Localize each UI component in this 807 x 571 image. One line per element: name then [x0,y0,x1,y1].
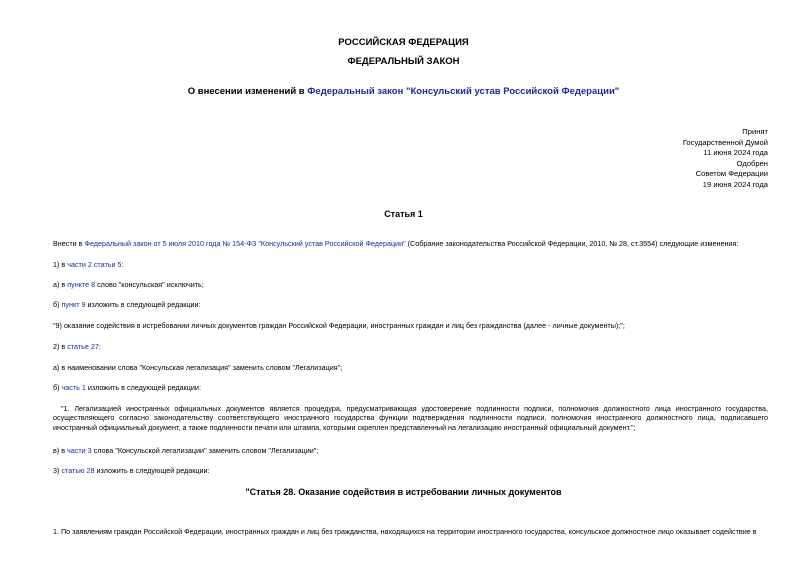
item-3-link[interactable]: статью 28 [61,466,95,475]
item-3-suffix: изложить в следующей редакции: [94,466,210,475]
item-1b-prefix: б) [53,300,62,309]
article-1-heading: Статья 1 [384,209,423,219]
item-1a-prefix: а) в [53,280,68,289]
item-3-prefix: 3) [53,466,62,475]
adoption-line: Советом Федерации [695,169,768,179]
article-28-paragraph-1: 1. По заявлениям граждан Российской Федерации, иностранных граждан и лиц без гражданства, находящихся на территории иностранного государства, консульское должностное лицо оказывает содействие в [53,527,757,536]
adoption-line: Государственной Думой [682,137,768,147]
item-1a [53,280,204,289]
item-2b [53,383,201,392]
item-2a: а) в наименовании слова "Консульская легализация" заменить словом "Легализация"; [53,363,343,372]
item-1b-link[interactable]: пункт 9 [61,300,86,309]
item-2-prefix: 2) в [53,342,68,351]
item-2c-link[interactable]: части 3 [67,446,92,455]
item-2c-prefix: в) в [53,446,68,455]
item-2c-suffix: слова "Консульской легализации" заменить словом "Легализации"; [91,446,319,455]
item-1b [53,300,201,309]
law-title-link[interactable]: Федеральный закон "Консульский устав Российской Федерации" [307,86,620,97]
item-2c [53,446,318,455]
article-1-intro [53,239,738,248]
item-1a-link[interactable]: пункте 8 [67,280,96,289]
item-2b-quote-text: "1. Легализацией иностранных официальных документов является процедура, предусматривающая удостоверение подлинности подписи, полномочия должностного лица иностранного государства, осуществляющего согласно законодательству соответствующего иностранного государства функции подтверждения подлинности подписи, полномочия иностранного должностного лица, подписавшего иностранный официальный документ, а также подлинности печати или штампа, которыми скреплен представленный на легализацию иностранный официальный документ."; [53,404,768,432]
intro-prefix: Внести в [53,239,85,248]
item-2b-prefix: б) [53,383,62,392]
item-3 [53,466,210,475]
item-2-suffix: : [98,342,101,351]
adoption-line: Одобрен [736,158,768,168]
law-title-prefix: О внесении изменений в [187,86,308,97]
law-type-heading: ФЕДЕРАЛЬНЫЙ ЗАКОН [347,56,460,67]
item-1a-suffix: слово "консульская" исключить; [95,280,204,289]
item-1-suffix: : [121,260,124,269]
article-28-heading: "Статья 28. Оказание содействия в истребовании личных документов [245,487,562,497]
item-1b-suffix: изложить в следующей редакции: [85,300,201,309]
item-2-link[interactable]: статье 27 [67,342,99,351]
item-1-link[interactable]: части 2 статьи 5 [67,260,122,269]
item-2b-quote [53,404,768,432]
intro-link[interactable]: Федеральный закон от 5 июля 2010 года № 154-ФЗ "Консульский устав Российской Федерации" [84,239,406,248]
law-title [0,86,807,97]
item-1 [53,260,124,269]
item-2b-suffix: изложить в следующей редакции: [85,383,201,392]
country-heading: РОССИЙСКАЯ ФЕДЕРАЦИЯ [338,37,469,48]
adoption-line: Принят [742,127,768,136]
adoption-line: 11 июня 2024 года [703,148,768,158]
item-1b-quote: "9) оказание содействия в истребовании личных документов граждан Российской Федерации, иностранных граждан и лиц без гражданства (далее - личные документы);"; [53,321,625,330]
item-2 [53,342,101,351]
adoption-line: 19 июня 2024 года [702,179,768,189]
item-2b-link[interactable]: часть 1 [61,383,86,392]
item-1-prefix: 1) в [53,260,68,269]
intro-suffix: (Собрание законодательства Российской Федерации, 2010, № 28, ст.3554) следующие изменения: [405,239,739,248]
adoption-block [683,127,768,191]
